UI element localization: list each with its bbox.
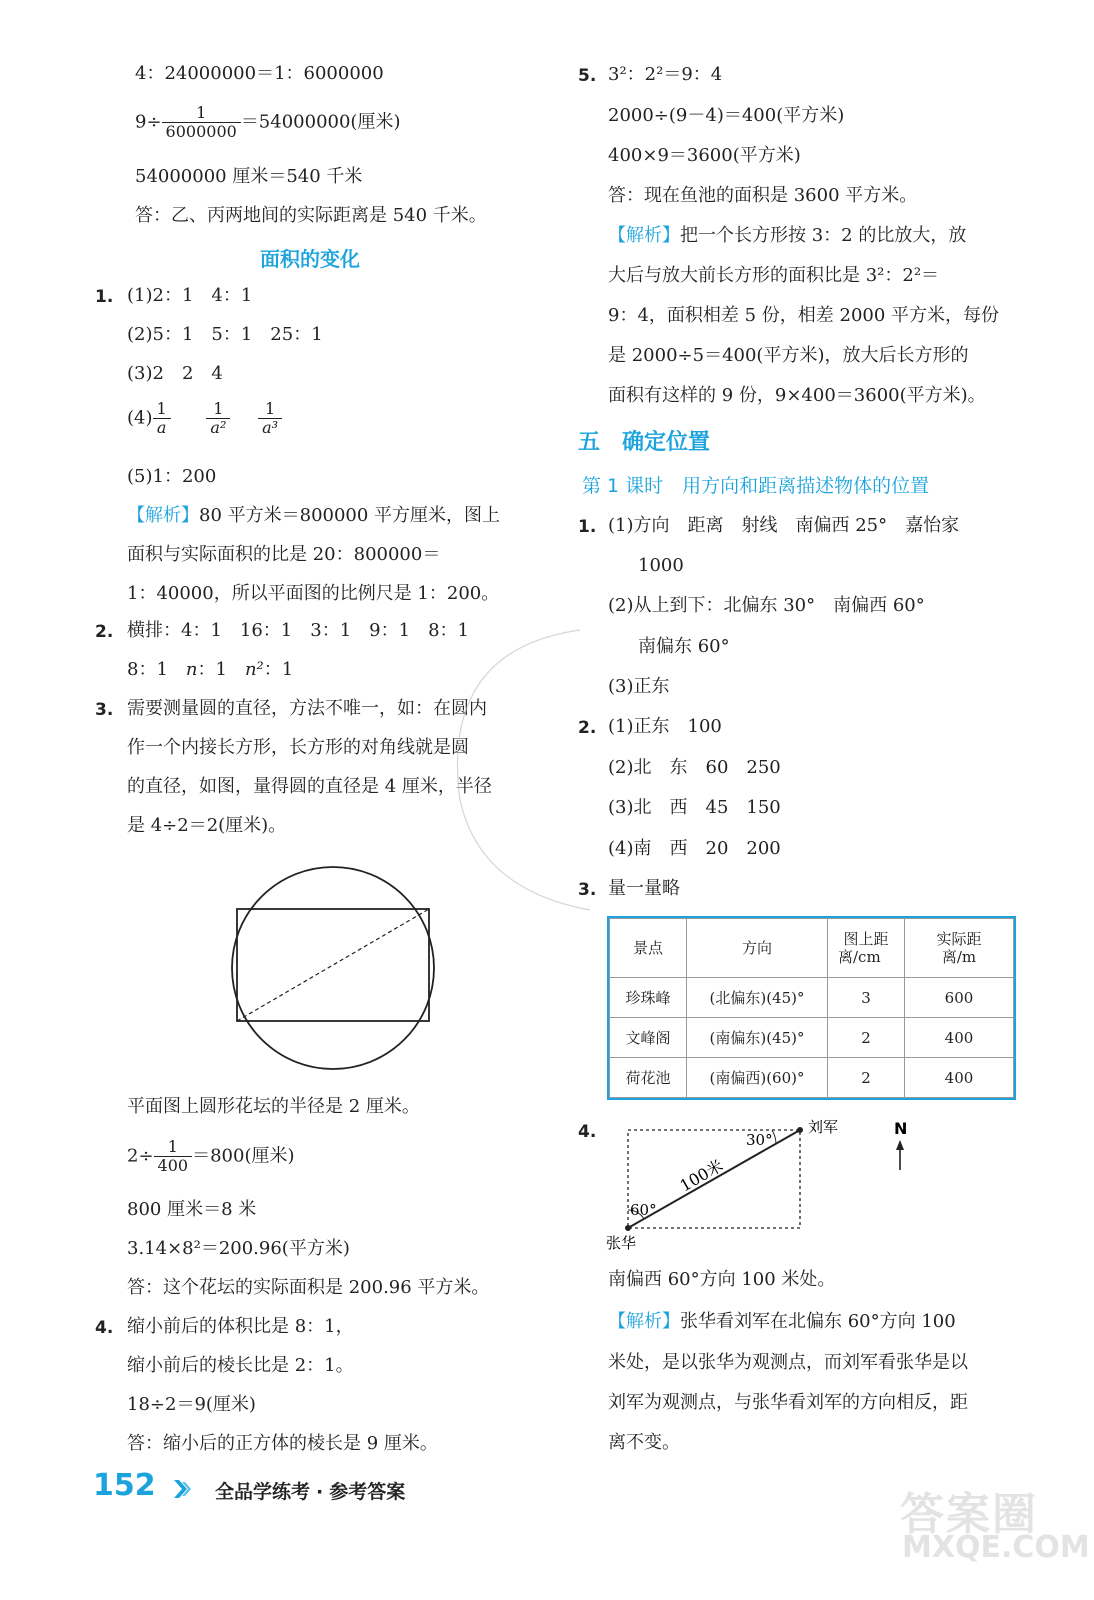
question-number: 2. <box>578 718 597 738</box>
answer-line: 答：现在鱼池的面积是 3600 平方米。 <box>608 185 918 206</box>
answer-line: 答：缩小后的正方体的棱长是 9 厘米。 <box>127 1433 438 1454</box>
analysis-tag: 【解析】 <box>608 225 680 246</box>
answer-line: 答：乙、丙两地间的实际距离是 540 千米。 <box>135 205 487 226</box>
answer-line: (3)2 2 4 <box>127 363 223 384</box>
answer-line: (5)1：200 <box>127 466 217 487</box>
answer-line: 800 厘米＝8 米 <box>127 1199 257 1220</box>
answer-line: 54000000 厘米＝540 千米 <box>135 166 363 187</box>
analysis-line: 1：40000，所以平面图的比例尺是 1：200。 <box>127 583 500 604</box>
analysis-tag: 【解析】 <box>608 1311 680 1332</box>
question-number: 3. <box>578 880 597 900</box>
analysis-line: 离不变。 <box>608 1432 680 1453</box>
answer-line: (2)5：1 5：1 25：1 <box>127 324 323 345</box>
answer-line: 横排：4：1 16：1 3：1 9：1 8：1 <box>127 620 469 641</box>
fraction-equation: 2÷ $\frac{1}{400}$ ＝800(厘米) <box>127 1137 295 1175</box>
table-cell: 文峰阁 <box>610 1018 687 1058</box>
answer-line: 400×9＝3600(平方米) <box>608 145 801 166</box>
analysis-tag: 【解析】 <box>127 505 199 526</box>
angle-30-label: 30° <box>746 1131 773 1149</box>
analysis-line: 【解析】80 平方米＝800000 平方厘米，图上 <box>127 505 501 526</box>
analysis-line: 【解析】张华看刘军在北偏东 60°方向 100 <box>608 1311 956 1332</box>
answer-line: (4)南 西 20 200 <box>608 838 781 859</box>
north-arrowhead-icon <box>896 1140 904 1150</box>
answer-line: (1)方向 距离 射线 南偏西 25° 嘉怡家 <box>608 515 960 536</box>
answer-line: (2)北 东 60 250 <box>608 757 781 778</box>
table-cell: 珍珠峰 <box>610 978 687 1018</box>
angle-arc-30 <box>772 1130 776 1144</box>
table-cell: 400 <box>905 1018 1014 1058</box>
answer-line: 平面图上圆形花坛的半径是 2 厘米。 <box>127 1096 420 1117</box>
answer-line: 的直径，如图，量得圆的直径是 4 厘米，半径 <box>127 776 492 797</box>
lesson-title: 第 1 课时 用方向和距离描述物体的位置 <box>582 475 930 497</box>
page-number: 152 <box>93 1468 156 1503</box>
answer-line: (3)正东 <box>608 676 670 697</box>
analysis-line: 米处，是以张华为观测点，而刘军看张华是以 <box>608 1352 968 1373</box>
watermark-logo: 答案圈 <box>900 1489 1038 1540</box>
answer-line: (2)从上到下：北偏东 30° 南偏西 60° <box>608 595 925 616</box>
table-cell: 3 <box>828 978 905 1018</box>
answer-line: 3.14×8²＝200.96(平方米) <box>127 1238 350 1259</box>
answer-line: 8：1 n：1 n²：1 <box>127 659 294 680</box>
circle-rectangle-figure <box>215 850 455 1090</box>
table-cell: 600 <box>905 978 1014 1018</box>
section-title: 面积的变化 <box>260 247 360 271</box>
answer-line: 需要测量圆的直径，方法不唯一，如：在圆内 <box>127 698 487 719</box>
answer-line: (3)北 西 45 150 <box>608 797 781 818</box>
table-header-cell: 方向 <box>687 919 828 978</box>
answer-line: (1)2：1 4：1 <box>127 285 253 306</box>
zhanghua-point <box>625 1225 631 1231</box>
answer-line: 4：24000000＝1：6000000 <box>135 63 384 84</box>
analysis-line: 刘军为观测点，与张华看刘军的方向相反，距 <box>608 1392 968 1413</box>
analysis-line: 【解析】把一个长方形按 3：2 的比放大，放 <box>608 225 967 246</box>
fraction-answers: (4) $\frac{1}{a}$ $\frac{1}{\text{a²}}$ $\frac{1}{\text{a³}}$ <box>127 400 282 437</box>
double-chevron-icon <box>172 1478 196 1500</box>
liujun-label: 刘军 <box>808 1118 839 1136</box>
answer-line: 量一量略 <box>608 878 680 899</box>
analysis-line: 9：4，面积相差 5 份，相差 2000 平方米，每份 <box>608 305 1000 326</box>
answer-line: 1000 <box>638 555 684 576</box>
answer-line: 18÷2＝9(厘米) <box>127 1394 256 1415</box>
answer-line: 南偏东 60° <box>638 636 730 657</box>
fraction-equation: 9÷ $\frac{1}{6000000}$ ＝54000000(厘米) <box>135 103 401 141</box>
question-number: 1. <box>578 517 597 537</box>
question-number: 2. <box>95 622 114 642</box>
analysis-line: 面积有这样的 9 份，9×400＝3600(平方米)。 <box>608 385 986 406</box>
book-subtitle: 参考答案 <box>329 1481 406 1503</box>
zhanghua-label: 张华 <box>606 1234 637 1252</box>
table-header-cell: 实际距离/m <box>905 919 1014 978</box>
direction-diagram <box>600 1112 940 1257</box>
table-row <box>610 1058 1014 1098</box>
circle-shape <box>232 867 434 1069</box>
answer-line: 缩小前后的体积比是 8：1， <box>127 1316 354 1337</box>
table-row <box>610 1018 1014 1058</box>
watermark-url: MXQE.COM <box>902 1530 1090 1565</box>
question-number: 5. <box>578 66 597 86</box>
table-cell: (南偏西)(60)° <box>687 1058 828 1098</box>
question-number: 4. <box>95 1318 114 1338</box>
analysis-line: 面积与实际面积的比是 20：800000＝ <box>127 544 441 565</box>
answer-line: 答：这个花坛的实际面积是 200.96 平方米。 <box>127 1277 490 1298</box>
question-number: 4. <box>578 1122 597 1142</box>
analysis-line: 大后与放大前长方形的面积比是 3²：2²＝ <box>608 265 940 286</box>
table-cell: 2 <box>828 1058 905 1098</box>
diagonal-line <box>237 909 429 1021</box>
analysis-line: 是 2000÷5＝400(平方米)，放大后长方形的 <box>608 345 969 366</box>
answer-line: 南偏西 60°方向 100 米处。 <box>608 1269 836 1290</box>
table-header-cell: 图上距离/cm <box>828 919 905 978</box>
unit-title: 五 确定位置 <box>578 430 711 455</box>
answer-line: 缩小前后的棱长比是 2：1。 <box>127 1355 354 1376</box>
distance-label: 100米 <box>676 1155 727 1196</box>
question-number: 3. <box>95 700 114 720</box>
answer-line: 是 4÷2＝2(厘米)。 <box>127 815 287 836</box>
page-curl-decoration <box>430 620 600 920</box>
book-title-line: 全品学练考 · 参考答案 <box>215 1481 406 1503</box>
liujun-point <box>797 1127 803 1133</box>
table-cell: 荷花池 <box>610 1058 687 1098</box>
table-header-cell: 景点 <box>610 919 687 978</box>
answer-line: 3²：2²＝9：4 <box>608 64 723 85</box>
north-label: N <box>894 1119 908 1138</box>
table-header-row <box>610 919 1014 978</box>
angle-60-label: 60° <box>630 1201 657 1219</box>
answer-line: 2000÷(9－4)＝400(平方米) <box>608 105 845 126</box>
answer-line: (1)正东 100 <box>608 716 722 737</box>
scenic-spot-table <box>607 916 1016 1100</box>
table-row <box>610 978 1014 1018</box>
answer-line: 作一个内接长方形，长方形的对角线就是圆 <box>127 737 469 758</box>
table-cell: (北偏东)(45)° <box>687 978 828 1018</box>
book-title: 全品学练考 <box>215 1481 311 1503</box>
question-number: 1. <box>95 287 114 307</box>
table-cell: 2 <box>828 1018 905 1058</box>
table-cell: 400 <box>905 1058 1014 1098</box>
table-cell: (南偏东)(45)° <box>687 1018 828 1058</box>
